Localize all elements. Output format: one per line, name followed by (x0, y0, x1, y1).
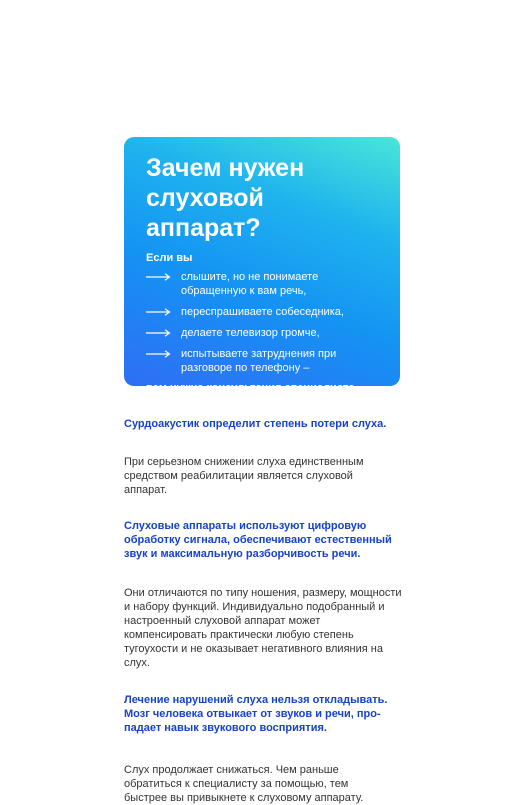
card-intro: Если вы (146, 252, 193, 264)
list-item (146, 347, 380, 375)
symptom-list (146, 270, 380, 375)
list-item-text: переспрашиваете собеседника, (181, 306, 344, 318)
card-title-line-2: слуховой аппарат? (146, 184, 264, 242)
info-card (124, 137, 400, 394)
lead-paragraph-1: Сурдоакустик определит степень потери слуха. (124, 418, 387, 430)
body-paragraph-1: При серьезном снижении слуха единственным средством реабилитации является слуховой аппарат. (124, 456, 364, 496)
list-item-text: делаете телевизор громче, (181, 327, 320, 339)
card-title-line-1: Зачем нужен (146, 154, 305, 182)
body-paragraph-2: Они отличаются по типу ношения, размеру, мощности и набору функций. Индивидуально подобранный и настроенный слуховой аппарат может компенсировать практически любую степень тугоухости и не оказывает негативного влияния на слух. (124, 587, 402, 669)
lead-paragraph-3: Лечение нарушений слуха нельзя откладывать. Мозг человека отвыкает от звуков и речи, про-падает навык звукового восприятия. (124, 694, 388, 734)
main-content (124, 417, 414, 805)
list-item (146, 270, 380, 298)
arrow-right-icon (146, 308, 171, 316)
arrow-right-icon (146, 329, 171, 337)
arrow-right-icon (146, 350, 171, 358)
lead-paragraph-2: Слуховые аппараты используют цифровую обработку сигнала, обеспечивают естественный звук и максимальную разборчивость речи. (124, 520, 392, 560)
list-item-text: слышите, но не понимаете обращенную к вам речь, (181, 271, 319, 297)
card-title (146, 153, 380, 243)
card-conclusion: вам нужна консультация специалиста. (146, 382, 358, 394)
body-paragraph-3: Слух продолжает снижаться. Чем раньше обратиться к специалисту за помощью, тем быстрее вы привыкнете к слуховому аппарату. (124, 764, 364, 804)
list-item-text: испытываете затруднения при разговоре по телефону – (181, 348, 337, 374)
list-item (146, 305, 380, 319)
arrow-right-icon (146, 273, 171, 281)
list-item (146, 326, 380, 340)
